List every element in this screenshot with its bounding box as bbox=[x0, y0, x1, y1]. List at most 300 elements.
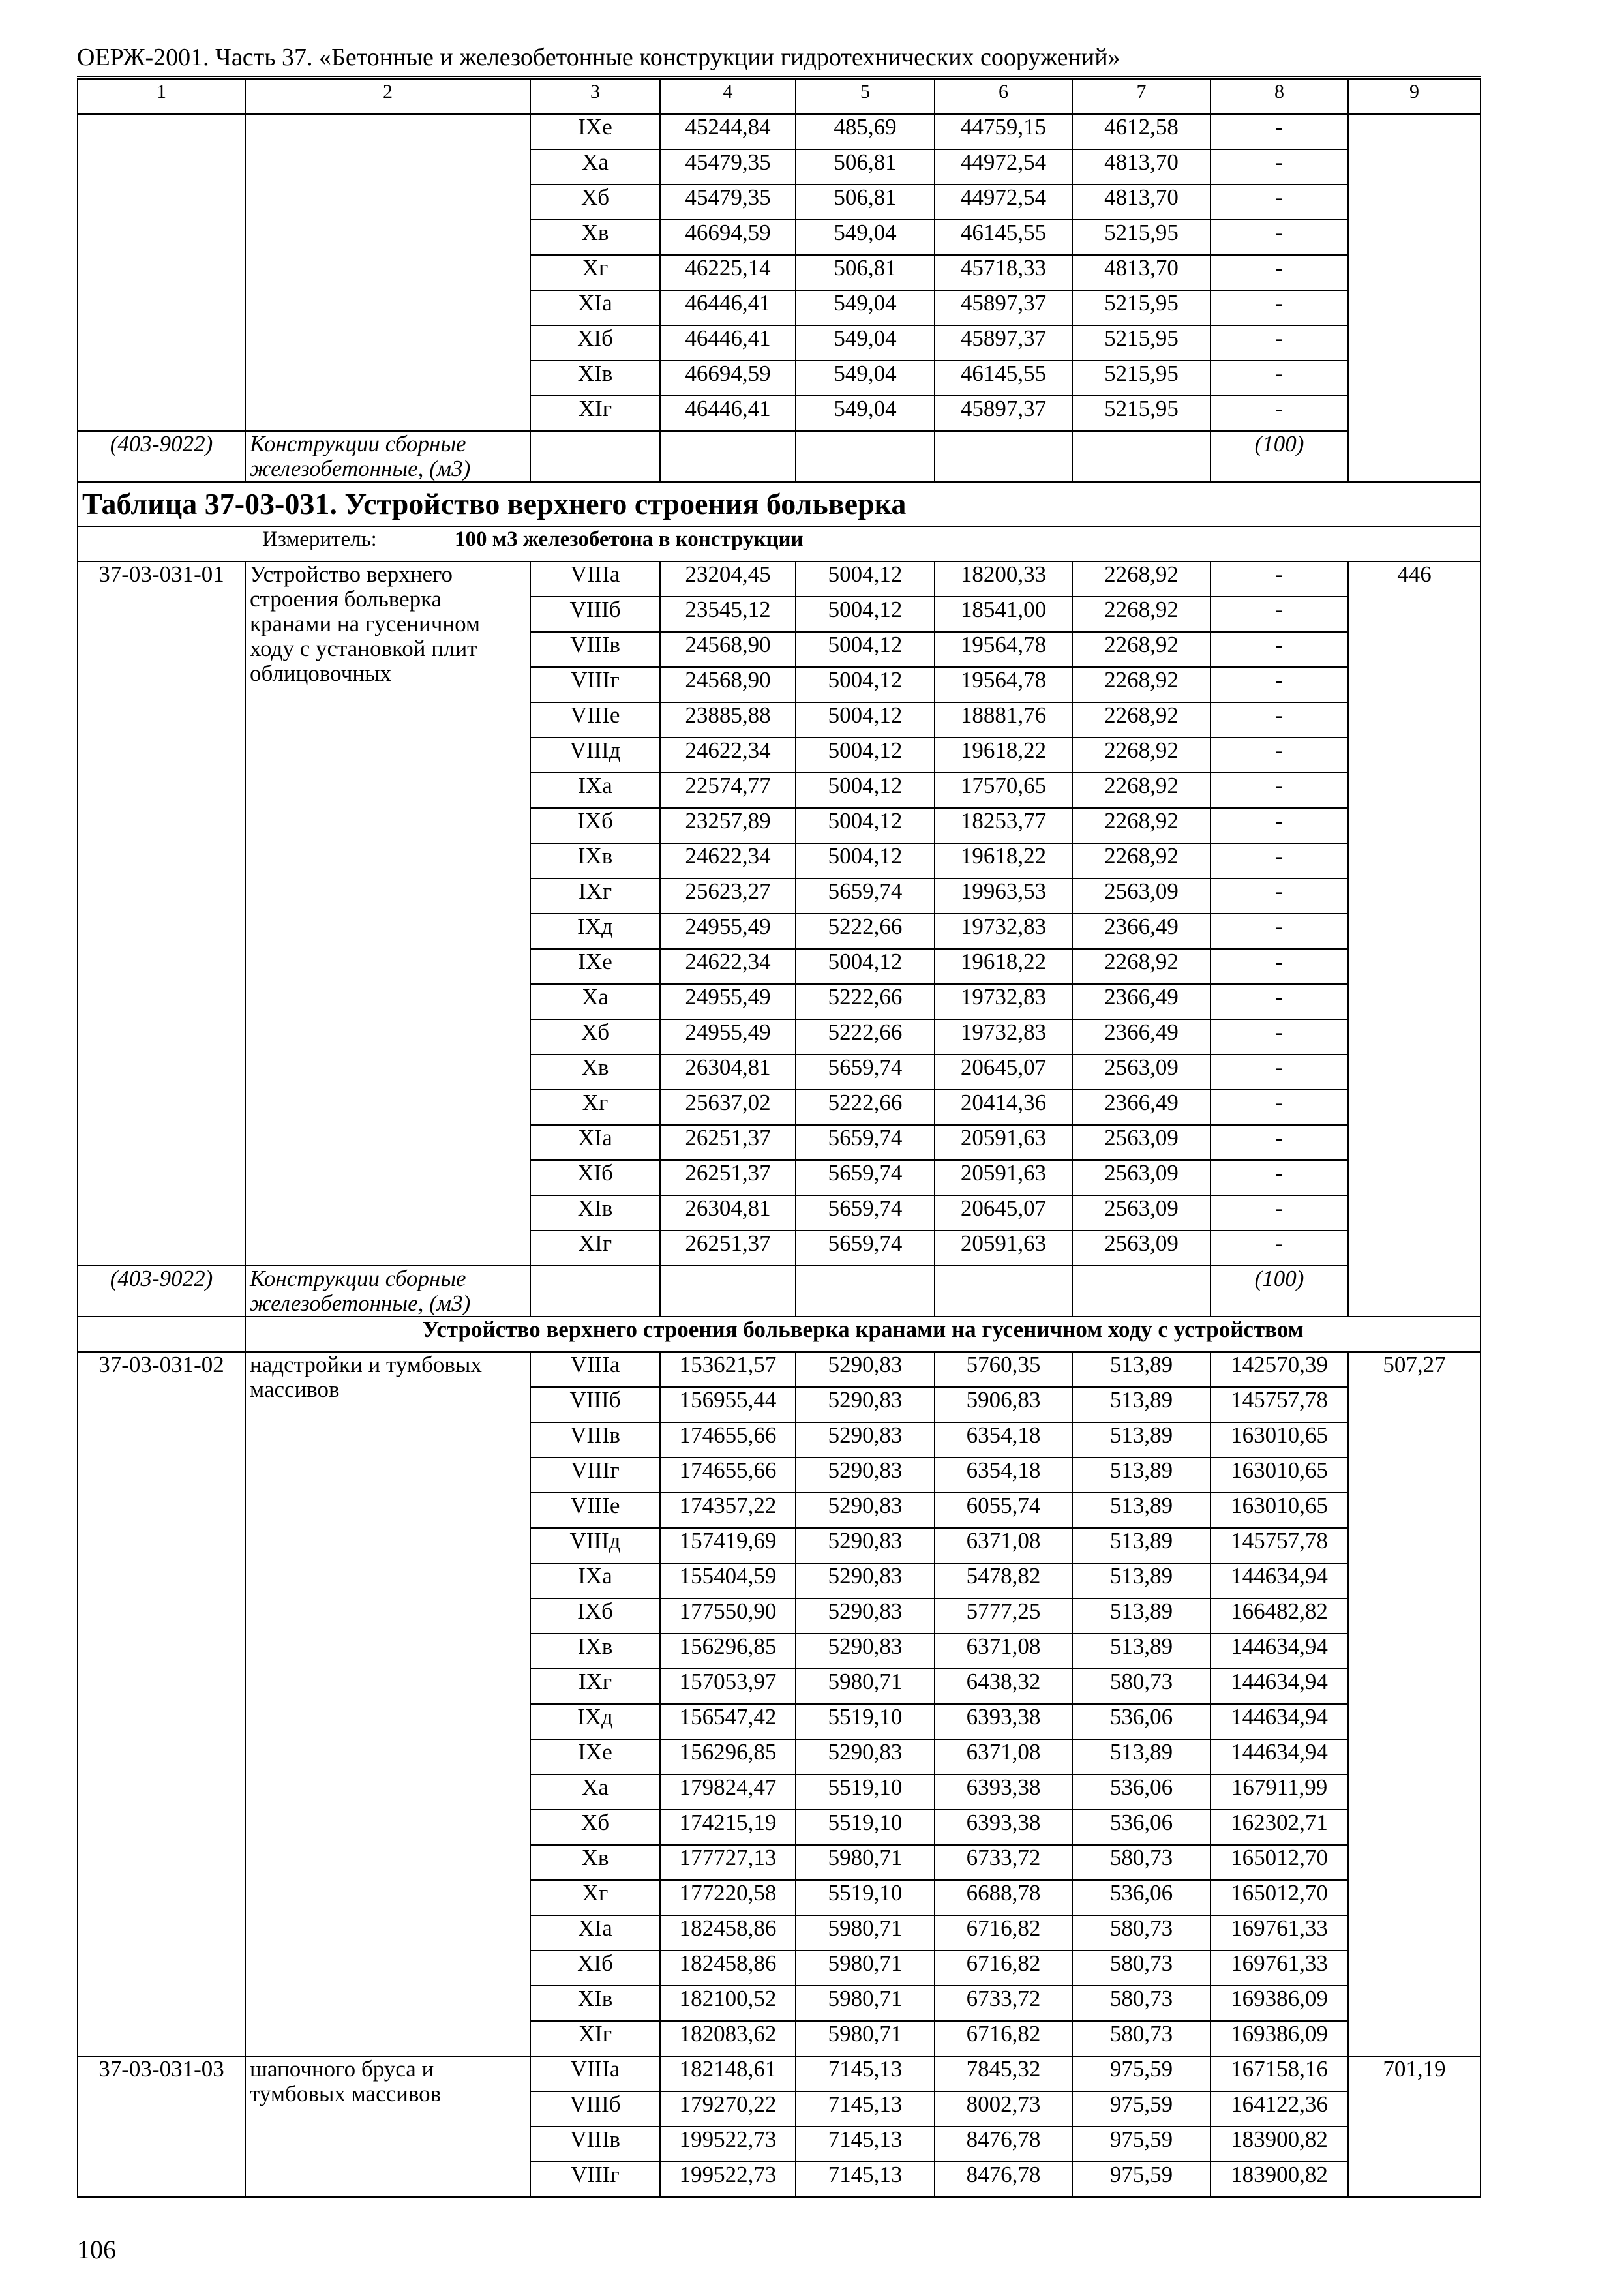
empty-cell bbox=[1072, 431, 1210, 482]
value-cell: 536,06 bbox=[1072, 1704, 1210, 1739]
value-cell: - bbox=[1210, 361, 1348, 396]
value-cell: 177727,13 bbox=[660, 1845, 796, 1880]
value-cell: 174215,19 bbox=[660, 1810, 796, 1845]
value-cell: 549,04 bbox=[796, 361, 935, 396]
col9-value: 507,27 bbox=[1348, 1352, 1481, 2056]
zone-cell: VIIIa bbox=[530, 561, 660, 597]
value-cell: 19732,83 bbox=[935, 984, 1072, 1019]
value-cell: 5222,66 bbox=[796, 914, 935, 949]
value-cell: 2268,92 bbox=[1072, 702, 1210, 738]
value-cell: 549,04 bbox=[796, 220, 935, 255]
value-cell: - bbox=[1210, 702, 1348, 738]
zone-cell: VIIIб bbox=[530, 2091, 660, 2127]
value-cell: 7845,32 bbox=[935, 2056, 1072, 2091]
value-cell: 179824,47 bbox=[660, 1774, 796, 1810]
page-header: ОЕРЖ-2001. Часть 37. «Бетонные и железобетонные конструкции гидротехнических сооружений» bbox=[77, 44, 1120, 71]
column-number: 7 bbox=[1072, 79, 1210, 114]
zone-cell: Xв bbox=[530, 220, 660, 255]
value-cell: 2366,49 bbox=[1072, 984, 1210, 1019]
zone-cell: VIIIг bbox=[530, 2162, 660, 2197]
value-cell: 182148,61 bbox=[660, 2056, 796, 2091]
zone-cell: IXд bbox=[530, 914, 660, 949]
resource-code: (403-9022) bbox=[78, 431, 245, 482]
value-cell: 2268,92 bbox=[1072, 949, 1210, 984]
value-cell: 2268,92 bbox=[1072, 808, 1210, 843]
value-cell: - bbox=[1210, 396, 1348, 431]
value-cell: 18200,33 bbox=[935, 561, 1072, 597]
value-cell: 2268,92 bbox=[1072, 843, 1210, 878]
zone-cell: XIб bbox=[530, 1160, 660, 1195]
column-number: 3 bbox=[530, 79, 660, 114]
zone-cell: IXг bbox=[530, 878, 660, 914]
rate-code: 37-03-031-03 bbox=[78, 2056, 245, 2197]
value-cell: 5290,83 bbox=[796, 1634, 935, 1669]
value-cell: 19732,83 bbox=[935, 914, 1072, 949]
value-cell: 2366,49 bbox=[1072, 1090, 1210, 1125]
value-cell: 513,89 bbox=[1072, 1563, 1210, 1598]
zone-cell: IXe bbox=[530, 1739, 660, 1774]
value-cell: 536,06 bbox=[1072, 1774, 1210, 1810]
value-cell: 45897,37 bbox=[935, 396, 1072, 431]
value-cell: - bbox=[1210, 1019, 1348, 1055]
value-cell: 20645,07 bbox=[935, 1195, 1072, 1231]
table-row bbox=[78, 114, 1481, 149]
value-cell: 18541,00 bbox=[935, 597, 1072, 632]
value-cell: 169386,09 bbox=[1210, 1986, 1348, 2021]
value-cell: 163010,65 bbox=[1210, 1493, 1348, 1528]
value-cell: 46225,14 bbox=[660, 255, 796, 290]
value-cell: 44972,54 bbox=[935, 185, 1072, 220]
value-cell: 46145,55 bbox=[935, 361, 1072, 396]
value-cell: 19564,78 bbox=[935, 632, 1072, 667]
value-cell: 23545,12 bbox=[660, 597, 796, 632]
value-cell: 6371,08 bbox=[935, 1634, 1072, 1669]
value-cell: 513,89 bbox=[1072, 1634, 1210, 1669]
column-number: 9 bbox=[1348, 79, 1481, 114]
value-cell: 5004,12 bbox=[796, 843, 935, 878]
value-cell: 2563,09 bbox=[1072, 1160, 1210, 1195]
value-cell: 20591,63 bbox=[935, 1231, 1072, 1266]
value-cell: 46694,59 bbox=[660, 220, 796, 255]
value-cell: 46446,41 bbox=[660, 325, 796, 361]
zone-cell: Xб bbox=[530, 185, 660, 220]
value-cell: 167158,16 bbox=[1210, 2056, 1348, 2091]
value-cell: 144634,94 bbox=[1210, 1563, 1348, 1598]
value-cell: 4813,70 bbox=[1072, 255, 1210, 290]
value-cell: 2366,49 bbox=[1072, 1019, 1210, 1055]
zone-cell: Xб bbox=[530, 1019, 660, 1055]
rate-name: надстройки и тумбовых массивов bbox=[245, 1352, 530, 2056]
value-cell: 24622,34 bbox=[660, 949, 796, 984]
value-cell: 506,81 bbox=[796, 185, 935, 220]
value-cell: 5659,74 bbox=[796, 1231, 935, 1266]
value-cell: 5290,83 bbox=[796, 1528, 935, 1563]
empty-cell bbox=[530, 431, 660, 482]
value-cell: - bbox=[1210, 114, 1348, 149]
value-cell: 5290,83 bbox=[796, 1422, 935, 1458]
value-cell: 536,06 bbox=[1072, 1880, 1210, 1915]
table-row bbox=[78, 1352, 1481, 1387]
zone-cell: XIa bbox=[530, 290, 660, 325]
value-cell: 4813,70 bbox=[1072, 149, 1210, 185]
value-cell: 25623,27 bbox=[660, 878, 796, 914]
value-cell: 17570,65 bbox=[935, 773, 1072, 808]
value-cell: 5519,10 bbox=[796, 1810, 935, 1845]
value-cell: 183900,82 bbox=[1210, 2162, 1348, 2197]
value-cell: 5980,71 bbox=[796, 1669, 935, 1704]
resource-name: Конструкции сборные железобетонные, (м3) bbox=[245, 1266, 530, 1317]
value-cell: 5004,12 bbox=[796, 702, 935, 738]
zone-cell: Xa bbox=[530, 984, 660, 1019]
zone-cell: Xa bbox=[530, 1774, 660, 1810]
value-cell: 19618,22 bbox=[935, 843, 1072, 878]
value-cell: 45244,84 bbox=[660, 114, 796, 149]
zone-cell: IXд bbox=[530, 1704, 660, 1739]
value-cell: 8476,78 bbox=[935, 2127, 1072, 2162]
resource-row bbox=[78, 1266, 1481, 1317]
value-cell: 2563,09 bbox=[1072, 1125, 1210, 1160]
value-cell: 580,73 bbox=[1072, 2021, 1210, 2056]
zone-cell: VIIIe bbox=[530, 702, 660, 738]
value-cell: 580,73 bbox=[1072, 1669, 1210, 1704]
value-cell: 45479,35 bbox=[660, 185, 796, 220]
value-cell: 19732,83 bbox=[935, 1019, 1072, 1055]
value-cell: 549,04 bbox=[796, 396, 935, 431]
zone-cell: XIв bbox=[530, 1986, 660, 2021]
zone-cell: VIIIe bbox=[530, 1493, 660, 1528]
column-number-row bbox=[78, 79, 1481, 114]
rate-name: шапочного бруса и тумбовых массивов bbox=[245, 2056, 530, 2197]
col9-value: 701,19 bbox=[1348, 2056, 1481, 2197]
zone-cell: VIIIв bbox=[530, 632, 660, 667]
zone-cell: Xг bbox=[530, 1880, 660, 1915]
zone-cell: XIб bbox=[530, 325, 660, 361]
value-cell: 2268,92 bbox=[1072, 597, 1210, 632]
subheading-row bbox=[78, 1317, 1481, 1352]
value-cell: 5004,12 bbox=[796, 773, 935, 808]
value-cell: 23204,45 bbox=[660, 561, 796, 597]
value-cell: 6688,78 bbox=[935, 1880, 1072, 1915]
page-number: 106 bbox=[77, 2235, 116, 2264]
header-rule bbox=[77, 76, 1481, 77]
value-cell: 536,06 bbox=[1072, 1810, 1210, 1845]
value-cell: 5004,12 bbox=[796, 632, 935, 667]
value-cell: 153621,57 bbox=[660, 1352, 796, 1387]
value-cell: 5004,12 bbox=[796, 561, 935, 597]
value-cell: 145757,78 bbox=[1210, 1528, 1348, 1563]
value-cell: 5222,66 bbox=[796, 984, 935, 1019]
value-cell: 18881,76 bbox=[935, 702, 1072, 738]
value-cell: 5222,66 bbox=[796, 1090, 935, 1125]
value-cell: 182458,86 bbox=[660, 1951, 796, 1986]
value-cell: 485,69 bbox=[796, 114, 935, 149]
value-cell: 513,89 bbox=[1072, 1493, 1210, 1528]
value-cell: - bbox=[1210, 773, 1348, 808]
value-cell: 975,59 bbox=[1072, 2056, 1210, 2091]
value-cell: - bbox=[1210, 149, 1348, 185]
resource-name: Конструкции сборные железобетонные, (м3) bbox=[245, 431, 530, 482]
value-cell: - bbox=[1210, 878, 1348, 914]
value-cell: 975,59 bbox=[1072, 2162, 1210, 2197]
value-cell: 163010,65 bbox=[1210, 1458, 1348, 1493]
value-cell: - bbox=[1210, 984, 1348, 1019]
value-cell: 162302,71 bbox=[1210, 1810, 1348, 1845]
value-cell: 5659,74 bbox=[796, 1055, 935, 1090]
value-cell: 5004,12 bbox=[796, 949, 935, 984]
value-cell: 6371,08 bbox=[935, 1739, 1072, 1774]
value-cell: 164122,36 bbox=[1210, 2091, 1348, 2127]
value-cell: 22574,77 bbox=[660, 773, 796, 808]
value-cell: 174655,66 bbox=[660, 1422, 796, 1458]
value-cell: 169386,09 bbox=[1210, 2021, 1348, 2056]
value-cell: 44759,15 bbox=[935, 114, 1072, 149]
value-cell: 20591,63 bbox=[935, 1160, 1072, 1195]
col9-value bbox=[1348, 114, 1481, 482]
value-cell: 19618,22 bbox=[935, 738, 1072, 773]
value-cell: 45479,35 bbox=[660, 149, 796, 185]
measure-value: 100 м3 железобетона в конструкции bbox=[455, 528, 804, 551]
value-cell: 5659,74 bbox=[796, 878, 935, 914]
value-cell: 145757,78 bbox=[1210, 1387, 1348, 1422]
value-cell: 156296,85 bbox=[660, 1739, 796, 1774]
value-cell: 24568,90 bbox=[660, 667, 796, 702]
value-cell: - bbox=[1210, 738, 1348, 773]
value-cell: 513,89 bbox=[1072, 1528, 1210, 1563]
value-cell: 6393,38 bbox=[935, 1810, 1072, 1845]
value-cell: 7145,13 bbox=[796, 2127, 935, 2162]
value-cell: 6371,08 bbox=[935, 1528, 1072, 1563]
value-cell: 5980,71 bbox=[796, 1845, 935, 1880]
value-cell: 2268,92 bbox=[1072, 667, 1210, 702]
value-cell: 199522,73 bbox=[660, 2127, 796, 2162]
value-cell: 506,81 bbox=[796, 149, 935, 185]
value-cell: 6354,18 bbox=[935, 1458, 1072, 1493]
value-cell: 5519,10 bbox=[796, 1704, 935, 1739]
value-cell: - bbox=[1210, 1090, 1348, 1125]
value-cell: - bbox=[1210, 632, 1348, 667]
value-cell: 182083,62 bbox=[660, 2021, 796, 2056]
value-cell: 549,04 bbox=[796, 290, 935, 325]
empty-cell bbox=[660, 431, 796, 482]
value-cell: 2563,09 bbox=[1072, 1055, 1210, 1090]
value-cell: - bbox=[1210, 220, 1348, 255]
value-cell: 26304,81 bbox=[660, 1195, 796, 1231]
value-cell: - bbox=[1210, 561, 1348, 597]
zone-cell: XIб bbox=[530, 1951, 660, 1986]
zone-cell: Xг bbox=[530, 1090, 660, 1125]
value-cell: 19618,22 bbox=[935, 949, 1072, 984]
value-cell: 5290,83 bbox=[796, 1598, 935, 1634]
value-cell: 24955,49 bbox=[660, 1019, 796, 1055]
value-cell: 169761,33 bbox=[1210, 1951, 1348, 1986]
zone-cell: XIв bbox=[530, 361, 660, 396]
value-cell: 2563,09 bbox=[1072, 878, 1210, 914]
value-cell: 975,59 bbox=[1072, 2091, 1210, 2127]
value-cell: 5290,83 bbox=[796, 1352, 935, 1387]
value-cell: 19564,78 bbox=[935, 667, 1072, 702]
value-cell: 580,73 bbox=[1072, 1951, 1210, 1986]
value-cell: 199522,73 bbox=[660, 2162, 796, 2197]
value-cell: 580,73 bbox=[1072, 1986, 1210, 2021]
value-cell: 5004,12 bbox=[796, 667, 935, 702]
zone-cell: Xв bbox=[530, 1845, 660, 1880]
value-cell: 2268,92 bbox=[1072, 561, 1210, 597]
value-cell: 513,89 bbox=[1072, 1352, 1210, 1387]
zone-cell: IXa bbox=[530, 773, 660, 808]
zone-cell: Xa bbox=[530, 149, 660, 185]
value-cell: 2268,92 bbox=[1072, 632, 1210, 667]
value-cell: 182458,86 bbox=[660, 1915, 796, 1951]
value-cell: 46145,55 bbox=[935, 220, 1072, 255]
value-cell: 163010,65 bbox=[1210, 1422, 1348, 1458]
value-cell: 144634,94 bbox=[1210, 1634, 1348, 1669]
column-number: 4 bbox=[660, 79, 796, 114]
value-cell: 5290,83 bbox=[796, 1563, 935, 1598]
value-cell: 169761,33 bbox=[1210, 1915, 1348, 1951]
value-cell: 2366,49 bbox=[1072, 914, 1210, 949]
value-cell: 5980,71 bbox=[796, 1915, 935, 1951]
value-cell: 2268,92 bbox=[1072, 773, 1210, 808]
value-cell: 165012,70 bbox=[1210, 1845, 1348, 1880]
value-cell: 513,89 bbox=[1072, 1387, 1210, 1422]
value-cell: 580,73 bbox=[1072, 1845, 1210, 1880]
zone-cell: VIIIa bbox=[530, 2056, 660, 2091]
value-cell: 20645,07 bbox=[935, 1055, 1072, 1090]
value-cell: 5004,12 bbox=[796, 738, 935, 773]
value-cell: 6716,82 bbox=[935, 1915, 1072, 1951]
resource-qty: (100) bbox=[1210, 1266, 1348, 1317]
zone-cell: IXe bbox=[530, 949, 660, 984]
value-cell: - bbox=[1210, 667, 1348, 702]
value-cell: 6716,82 bbox=[935, 2021, 1072, 2056]
zone-cell: IXб bbox=[530, 808, 660, 843]
value-cell: 6438,32 bbox=[935, 1669, 1072, 1704]
zone-cell: XIa bbox=[530, 1125, 660, 1160]
value-cell: 46446,41 bbox=[660, 290, 796, 325]
value-cell: 165012,70 bbox=[1210, 1880, 1348, 1915]
value-cell: 6354,18 bbox=[935, 1422, 1072, 1458]
empty-cell bbox=[78, 1317, 245, 1352]
resource-row bbox=[78, 431, 1481, 482]
rate-code: 37-03-031-02 bbox=[78, 1352, 245, 2056]
value-cell: 156955,44 bbox=[660, 1387, 796, 1422]
value-cell: 46446,41 bbox=[660, 396, 796, 431]
zone-cell: VIIIв bbox=[530, 2127, 660, 2162]
column-number: 1 bbox=[78, 79, 245, 114]
table-title: Таблица 37-03-031. Устройство верхнего строения больверка bbox=[78, 482, 1481, 526]
value-cell: 44972,54 bbox=[935, 149, 1072, 185]
value-cell: 5004,12 bbox=[796, 597, 935, 632]
value-cell: 5478,82 bbox=[935, 1563, 1072, 1598]
value-cell: 5215,95 bbox=[1072, 396, 1210, 431]
value-cell: 23885,88 bbox=[660, 702, 796, 738]
value-cell: 167911,99 bbox=[1210, 1774, 1348, 1810]
value-cell: 7145,13 bbox=[796, 2056, 935, 2091]
value-cell: 46694,59 bbox=[660, 361, 796, 396]
value-cell: 156296,85 bbox=[660, 1634, 796, 1669]
empty-cell bbox=[530, 1266, 660, 1317]
zone-cell: XIг bbox=[530, 2021, 660, 2056]
value-cell: 5290,83 bbox=[796, 1493, 935, 1528]
value-cell: - bbox=[1210, 185, 1348, 220]
value-cell: 6393,38 bbox=[935, 1774, 1072, 1810]
zone-cell: IXв bbox=[530, 1634, 660, 1669]
measure-cell bbox=[78, 526, 1481, 561]
value-cell: 5290,83 bbox=[796, 1739, 935, 1774]
value-cell: 26304,81 bbox=[660, 1055, 796, 1090]
value-cell: - bbox=[1210, 808, 1348, 843]
value-cell: 7145,13 bbox=[796, 2091, 935, 2127]
zone-cell: IXб bbox=[530, 1598, 660, 1634]
value-cell: - bbox=[1210, 843, 1348, 878]
value-cell: 5659,74 bbox=[796, 1125, 935, 1160]
empty-cell bbox=[796, 431, 935, 482]
value-cell: 23257,89 bbox=[660, 808, 796, 843]
column-number: 5 bbox=[796, 79, 935, 114]
value-cell: - bbox=[1210, 949, 1348, 984]
table-row bbox=[78, 2056, 1481, 2091]
section-title-row bbox=[78, 482, 1481, 526]
value-cell: 19963,53 bbox=[935, 878, 1072, 914]
value-cell: 6055,74 bbox=[935, 1493, 1072, 1528]
value-cell: - bbox=[1210, 1231, 1348, 1266]
subheading: Устройство верхнего строения больверка кранами на гусеничном ходу с устройством bbox=[245, 1317, 1481, 1352]
value-cell: 2268,92 bbox=[1072, 738, 1210, 773]
zone-cell: IXв bbox=[530, 843, 660, 878]
value-cell: - bbox=[1210, 1195, 1348, 1231]
value-cell: 8002,73 bbox=[935, 2091, 1072, 2127]
value-cell: 5906,83 bbox=[935, 1387, 1072, 1422]
value-cell: 5659,74 bbox=[796, 1160, 935, 1195]
value-cell: 20414,36 bbox=[935, 1090, 1072, 1125]
value-cell: - bbox=[1210, 597, 1348, 632]
value-cell: 5004,12 bbox=[796, 808, 935, 843]
value-cell: 5290,83 bbox=[796, 1387, 935, 1422]
table-row bbox=[78, 561, 1481, 597]
zone-cell: XIa bbox=[530, 1915, 660, 1951]
value-cell: 6393,38 bbox=[935, 1704, 1072, 1739]
rate-name: Устройство верхнего строения больверка кранами на гусеничном ходу с установкой плит облицовочных bbox=[245, 561, 530, 1266]
value-cell: 5215,95 bbox=[1072, 290, 1210, 325]
value-cell: 24622,34 bbox=[660, 843, 796, 878]
zone-cell: Xб bbox=[530, 1810, 660, 1845]
value-cell: 179270,22 bbox=[660, 2091, 796, 2127]
value-cell: 144634,94 bbox=[1210, 1669, 1348, 1704]
rate-code: 37-03-031-01 bbox=[78, 561, 245, 1266]
value-cell: 5290,83 bbox=[796, 1458, 935, 1493]
value-cell: 177550,90 bbox=[660, 1598, 796, 1634]
zone-cell: IXe bbox=[530, 114, 660, 149]
zone-cell: VIIIб bbox=[530, 597, 660, 632]
value-cell: 4612,58 bbox=[1072, 114, 1210, 149]
value-cell: 513,89 bbox=[1072, 1422, 1210, 1458]
measure-label: Измеритель: bbox=[262, 528, 377, 551]
rate-name bbox=[245, 114, 530, 431]
zone-cell: IXг bbox=[530, 1669, 660, 1704]
empty-cell bbox=[796, 1266, 935, 1317]
value-cell: 174655,66 bbox=[660, 1458, 796, 1493]
value-cell: - bbox=[1210, 255, 1348, 290]
value-cell: 7145,13 bbox=[796, 2162, 935, 2197]
value-cell: 5980,71 bbox=[796, 1986, 935, 2021]
value-cell: 506,81 bbox=[796, 255, 935, 290]
value-cell: 24955,49 bbox=[660, 914, 796, 949]
value-cell: - bbox=[1210, 1160, 1348, 1195]
value-cell: - bbox=[1210, 914, 1348, 949]
value-cell: 8476,78 bbox=[935, 2162, 1072, 2197]
value-cell: 5777,25 bbox=[935, 1598, 1072, 1634]
value-cell: 5519,10 bbox=[796, 1774, 935, 1810]
